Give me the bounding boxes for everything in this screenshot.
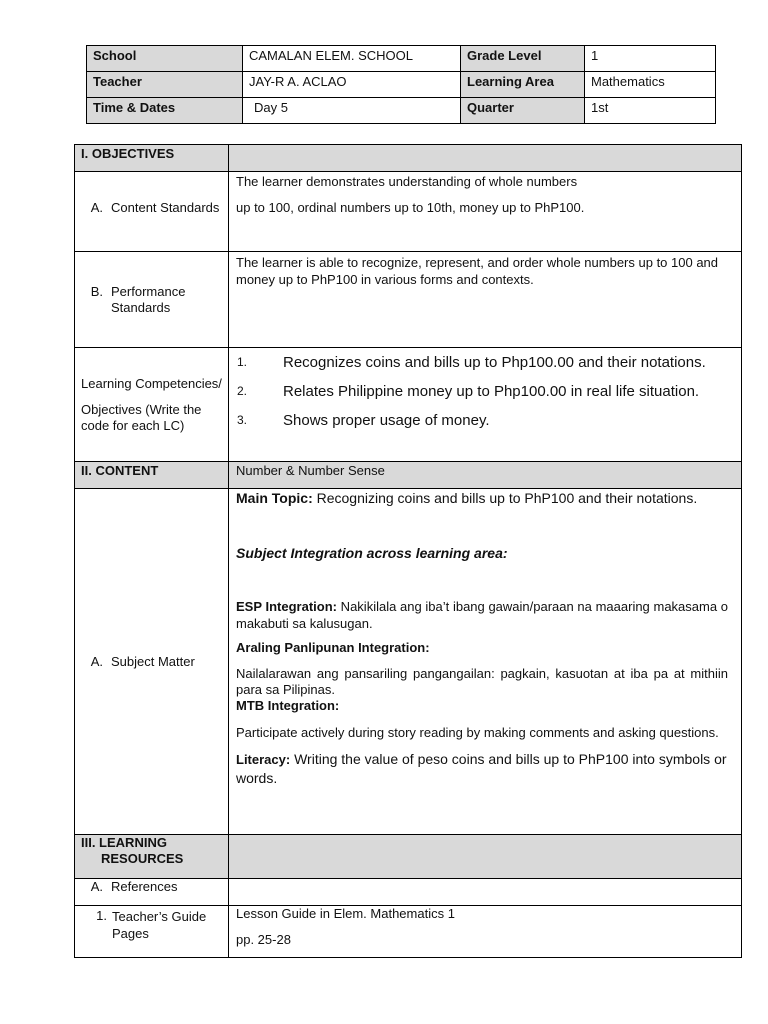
performance-standards-label-cell (75, 252, 229, 348)
main-topic-text: Recognizing coins and bills up to PhP100 and their notations. (312, 490, 698, 506)
esp-text: Nakikilala ang iba’t ibang gawain/paraan na maaaring makasama o makabuti sa kalusugan. (236, 599, 728, 631)
content-standards-text-2: up to 100, ordinal numbers up to 10th, money up to PhP100. (236, 200, 585, 215)
teachers-guide-marker: 1. (96, 908, 107, 923)
main-topic-label: Main Topic: (236, 490, 313, 506)
competency-item (237, 377, 735, 406)
references-marker: A. (90, 879, 103, 894)
teachers-guide-text-1: Lesson Guide in Elem. Mathematics 1 (236, 906, 455, 921)
ap-label: Araling Panlipunan Integration: (236, 640, 430, 655)
competency-text: Shows proper usage of money. (283, 412, 490, 429)
competency-text: Relates Philippine money up to Php100.00 in real life situation. (283, 383, 700, 400)
content-value: Number & Number Sense (229, 462, 742, 489)
competencies-label-2: Objectives (Write the code for each LC) (81, 401, 202, 433)
references-label-cell (75, 879, 229, 906)
header-row-time (87, 98, 716, 124)
literacy (236, 750, 728, 787)
competencies-row (75, 348, 742, 462)
competencies-list (237, 348, 735, 435)
ap-text: Nailalarawan ang pansariling pangangailan: pagkain, kasuotan at iba pa at mithiin para sa Pilipinas. (236, 666, 728, 697)
competencies-list-cell (229, 348, 742, 462)
content-heading-row (75, 462, 742, 489)
learning-area-label: Learning Area (461, 72, 585, 98)
teachers-guide-label-wrap (89, 908, 222, 942)
literacy-label: Literacy: (236, 752, 291, 767)
esp-integration (236, 598, 728, 632)
quarter-value: 1st (585, 98, 716, 124)
content-standards-label: Content Standards (111, 199, 220, 215)
resources-heading-cell (75, 835, 229, 879)
teacher-value: JAY-R A. ACLAO (243, 72, 461, 98)
competency-text: Recognizes coins and bills up to Php100.00 and their notations. (283, 354, 706, 371)
grade-level-label: Grade Level (461, 46, 585, 72)
subject-matter-label-wrap (81, 654, 222, 670)
objectives-heading-blank (229, 145, 742, 172)
subject-matter-text-cell (229, 489, 742, 835)
resources-heading-blank (229, 835, 742, 879)
performance-standards-label-wrap (81, 284, 222, 316)
competencies-label-cell (75, 348, 229, 462)
content-standards-row (75, 172, 742, 252)
references-blank (229, 879, 742, 906)
references-label-wrap (81, 879, 222, 894)
competency-item (237, 348, 735, 377)
content-standards-text-cell (229, 172, 742, 252)
school-label: School (87, 46, 243, 72)
performance-standards-marker: B. (90, 283, 103, 299)
competency-number: 3. (237, 413, 248, 427)
time-dates-label: Time & Dates (87, 98, 243, 124)
objectives-heading-row (75, 145, 742, 172)
references-label: References (111, 879, 178, 894)
teachers-guide-label: Teacher’s Guide Pages (112, 909, 207, 941)
teachers-guide-label-cell (75, 906, 229, 958)
header-table (86, 45, 716, 124)
content-standards-label-wrap (81, 200, 222, 216)
resources-heading-2: RESOURCES (101, 851, 184, 866)
content-standards-text-1: The learner demonstrates understanding of whole numbers (236, 174, 578, 189)
competency-number: 1. (237, 355, 248, 369)
performance-standards-text: The learner is able to recognize, represent, and order whole numbers up to 100 and money up to PhP100 in various forms and contexts. (236, 255, 719, 287)
performance-standards-text-cell (229, 252, 742, 348)
performance-standards-row (75, 252, 742, 348)
teacher-label: Teacher (87, 72, 243, 98)
content-heading: II. CONTENT (75, 462, 229, 489)
esp-label: ESP Integration: (236, 599, 337, 614)
performance-standards-label: Performance Standards (111, 283, 186, 315)
subject-matter-marker: A. (90, 653, 103, 669)
resources-heading-1: III. LEARNING (81, 835, 167, 850)
mtb-text: Participate actively during story reading by making comments and asking questions. (236, 725, 719, 740)
competencies-label-1: Learning Competencies/ (81, 375, 222, 391)
references-row (75, 879, 742, 906)
competency-number: 2. (237, 384, 248, 398)
main-topic (236, 489, 728, 508)
header-row-school (87, 46, 716, 72)
grade-level-value: 1 (585, 46, 716, 72)
objectives-heading: I. OBJECTIVES (75, 145, 229, 172)
header-row-teacher (87, 72, 716, 98)
subject-matter-label-cell (75, 489, 229, 835)
resources-heading-row (75, 835, 742, 879)
school-value: CAMALAN ELEM. SCHOOL (243, 46, 461, 72)
integration-heading: Subject Integration across learning area: (236, 545, 508, 561)
subject-matter-row (75, 489, 742, 835)
time-dates-value: Day 5 (243, 98, 461, 124)
competency-item (237, 406, 735, 435)
content-standards-marker: A. (90, 199, 103, 215)
content-standards-label-cell (75, 172, 229, 252)
teachers-guide-text-2: pp. 25-28 (236, 932, 291, 947)
mtb-label: MTB Integration: (236, 698, 340, 713)
subject-matter-label: Subject Matter (111, 653, 195, 669)
learning-area-value: Mathematics (585, 72, 716, 98)
quarter-label: Quarter (461, 98, 585, 124)
lesson-plan-table (74, 144, 742, 958)
teachers-guide-text-cell (229, 906, 742, 958)
teachers-guide-row (75, 906, 742, 958)
literacy-text: Writing the value of peso coins and bills up to PhP100 into symbols or words. (236, 751, 727, 786)
